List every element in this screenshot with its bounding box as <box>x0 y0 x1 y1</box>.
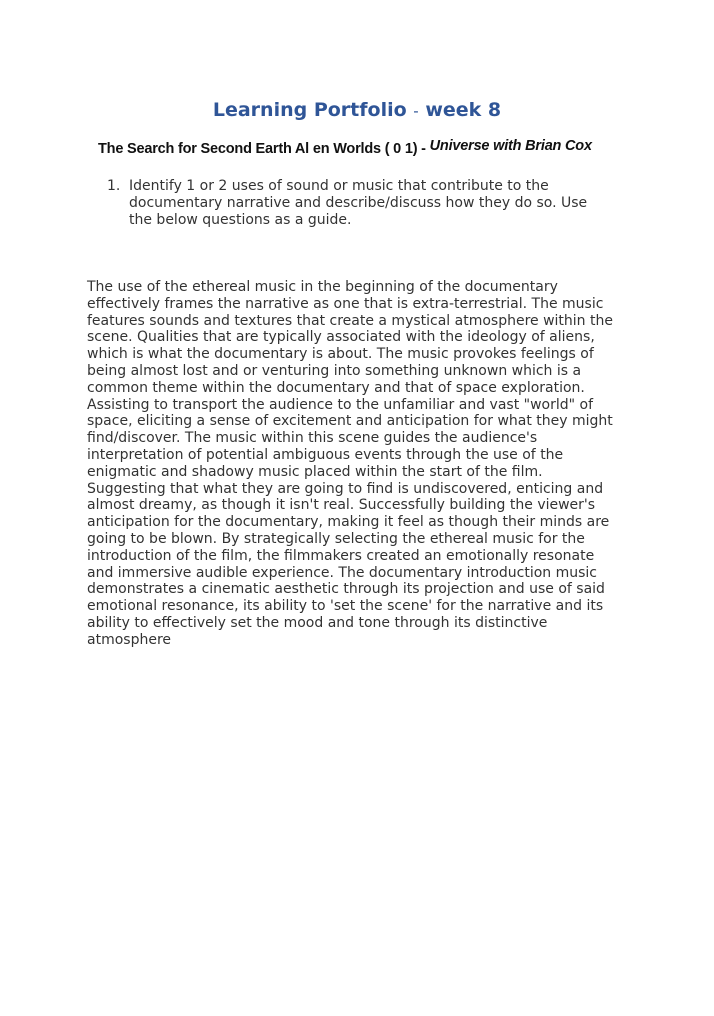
answer-line: which is what the documentary is about. The music provokes feelings of <box>87 346 594 363</box>
answer-line: Suggesting that what they are going to find is undiscovered, enticing and <box>87 480 604 497</box>
answer-line: The use of the ethereal music in the beginning of the documentary <box>87 279 558 295</box>
answer-line: emotional resonance, its ability to 'set the scene' for the narrative and its <box>87 598 604 615</box>
answer-line: common theme within the documentary and that of space exploration. <box>87 379 585 396</box>
answer-line: and immersive audible experience. The documentary introduction music <box>87 564 597 581</box>
title-week: week 8 <box>425 99 502 121</box>
answer-line: Assisting to transport the audience to the unfamiliar and vast "world" of <box>87 396 594 413</box>
answer-line: features sounds and textures that create a mystical atmosphere within the <box>87 312 613 329</box>
answer-line: effectively frames the narrative as one that is extra-terrestrial. The music <box>87 295 604 312</box>
question-number: 1. <box>107 178 121 194</box>
subtitle-italic: Universe with Brian Cox <box>429 138 592 154</box>
title-dash: - <box>413 102 419 120</box>
answer-line: anticipation for the documentary, making it feel as though their minds are <box>87 514 610 531</box>
subtitle-bold: The Search for Second Earth Al en Worlds ( 0 1) - <box>98 141 426 157</box>
documentary-subtitle <box>98 138 592 157</box>
answer-line: going to be blown. By strategically selecting the ethereal music for the <box>87 530 585 547</box>
title-main: Learning Portfolio <box>212 99 407 121</box>
answer-line: almost dreamy, as though it isn't real. Successfully building the viewer's <box>87 497 596 514</box>
answer-line: enigmatic and shadowy music placed within the start of the film. <box>87 463 543 480</box>
question-list <box>107 178 607 229</box>
answer-line: demonstrates a cinematic aesthetic through its projection and use of said <box>87 581 605 598</box>
answer-line: space, eliciting a sense of excitement and anticipation for what they might <box>87 413 613 430</box>
page-title <box>0 99 714 121</box>
answer-line: ability to effectively set the mood and tone through its distinctive <box>87 614 548 631</box>
answer-line: scene. Qualities that are typically associated with the ideology of aliens, <box>87 329 595 346</box>
answer-line: interpretation of potential ambiguous events through the use of the <box>87 446 564 463</box>
answer-line: find/discover. The music within this scene guides the audience's <box>87 430 538 447</box>
answer-line: being almost lost and or venturing into something unknown which is a <box>87 362 582 379</box>
question-text: Identify 1 or 2 uses of sound or music that contribute to the documentary narrative and describe/discuss how they do so. Use the below questions as a guide. <box>129 178 588 228</box>
answer-line: introduction of the film, the filmmakers created an emotionally resonate <box>87 547 595 564</box>
answer-line: atmosphere <box>87 631 171 648</box>
answer-paragraph <box>87 279 637 649</box>
